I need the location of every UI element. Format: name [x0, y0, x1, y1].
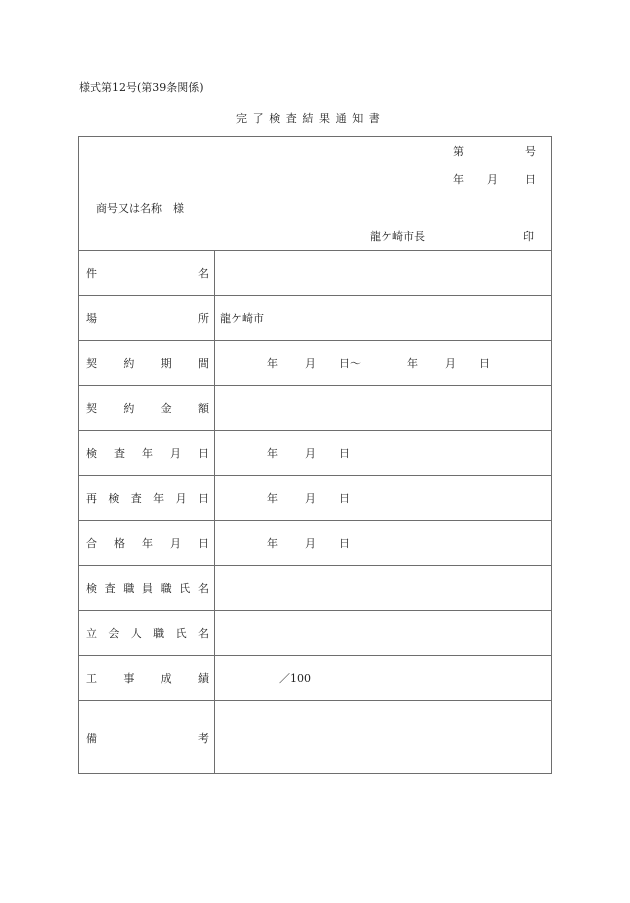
- addressee: 商号又は名称 様: [96, 202, 184, 215]
- value-location[interactable]: 龍ケ崎市: [220, 312, 264, 325]
- row-contract-amount: [79, 386, 551, 431]
- period-end-month: 月: [445, 357, 456, 370]
- label-cell: [79, 431, 215, 475]
- value-contract-period[interactable]: [215, 341, 551, 385]
- value-pass-date[interactable]: 年 月 日: [267, 537, 350, 550]
- notice-number-suffix: 号: [525, 145, 536, 158]
- inspection-result-form: [78, 136, 552, 774]
- value-contract-amount[interactable]: [215, 386, 551, 430]
- row-inspection-date: [79, 431, 551, 476]
- form-number: 様式第12号(第39条関係): [79, 81, 204, 94]
- notice-date-day: 日: [525, 173, 536, 186]
- label-cell: [79, 341, 215, 385]
- row-contract-period: [79, 341, 551, 386]
- notice-header-block: [79, 137, 551, 251]
- label-witness-name: 立 会 人 職 氏 名: [86, 627, 209, 640]
- period-end-day: 日: [479, 357, 490, 370]
- row-reinspection-date: [79, 476, 551, 521]
- notice-number-prefix: 第: [453, 145, 464, 158]
- row-construction-score: [79, 656, 551, 701]
- notice-date-month: 月: [487, 173, 498, 186]
- label-inspection-date: 検 査 年 月 日: [86, 447, 209, 460]
- row-witness-name: [79, 611, 551, 656]
- row-remarks: [79, 701, 551, 774]
- label-location: 場 所: [86, 312, 209, 325]
- label-cell: [79, 296, 215, 340]
- label-cell: [79, 476, 215, 520]
- document-title: 完了検査結果通知書: [236, 112, 386, 125]
- value-remarks[interactable]: [215, 701, 551, 774]
- period-start-year: 年: [267, 357, 278, 370]
- label-cell: [79, 386, 215, 430]
- label-inspector-name: 検 査 職 員 職 氏 名: [86, 582, 209, 595]
- seal-mark: 印: [523, 230, 534, 243]
- value-inspection-date[interactable]: 年 月 日: [267, 447, 350, 460]
- notice-date-year: 年: [453, 173, 464, 186]
- value-construction-score[interactable]: ／100: [279, 672, 311, 685]
- value-witness-name[interactable]: [215, 611, 551, 655]
- label-cell: [79, 656, 215, 700]
- period-start-day: 日〜: [339, 357, 361, 370]
- label-cell: [79, 521, 215, 565]
- label-contract-amount: 契 約 金 額: [86, 402, 209, 415]
- row-project-name: [79, 251, 551, 296]
- value-reinspection-date[interactable]: 年 月 日: [267, 492, 350, 505]
- row-inspector-name: [79, 566, 551, 611]
- label-contract-period: 契 約 期 間: [86, 357, 209, 370]
- label-reinspection-date: 再 検 査 年 月 日: [86, 492, 209, 505]
- label-cell: [79, 566, 215, 610]
- value-project-name[interactable]: [215, 251, 551, 295]
- label-cell: [79, 701, 215, 774]
- issuer-name: 龍ケ崎市長: [370, 230, 425, 243]
- period-start-month: 月: [305, 357, 316, 370]
- row-pass-date: [79, 521, 551, 566]
- row-location: [79, 296, 551, 341]
- label-project-name: 件 名: [86, 267, 209, 280]
- label-cell: [79, 611, 215, 655]
- label-cell: [79, 251, 215, 295]
- value-inspector-name[interactable]: [215, 566, 551, 610]
- period-end-year: 年: [407, 357, 418, 370]
- label-construction-score: 工 事 成 績: [86, 672, 209, 685]
- label-remarks: 備 考: [86, 731, 209, 745]
- label-pass-date: 合 格 年 月 日: [86, 537, 209, 550]
